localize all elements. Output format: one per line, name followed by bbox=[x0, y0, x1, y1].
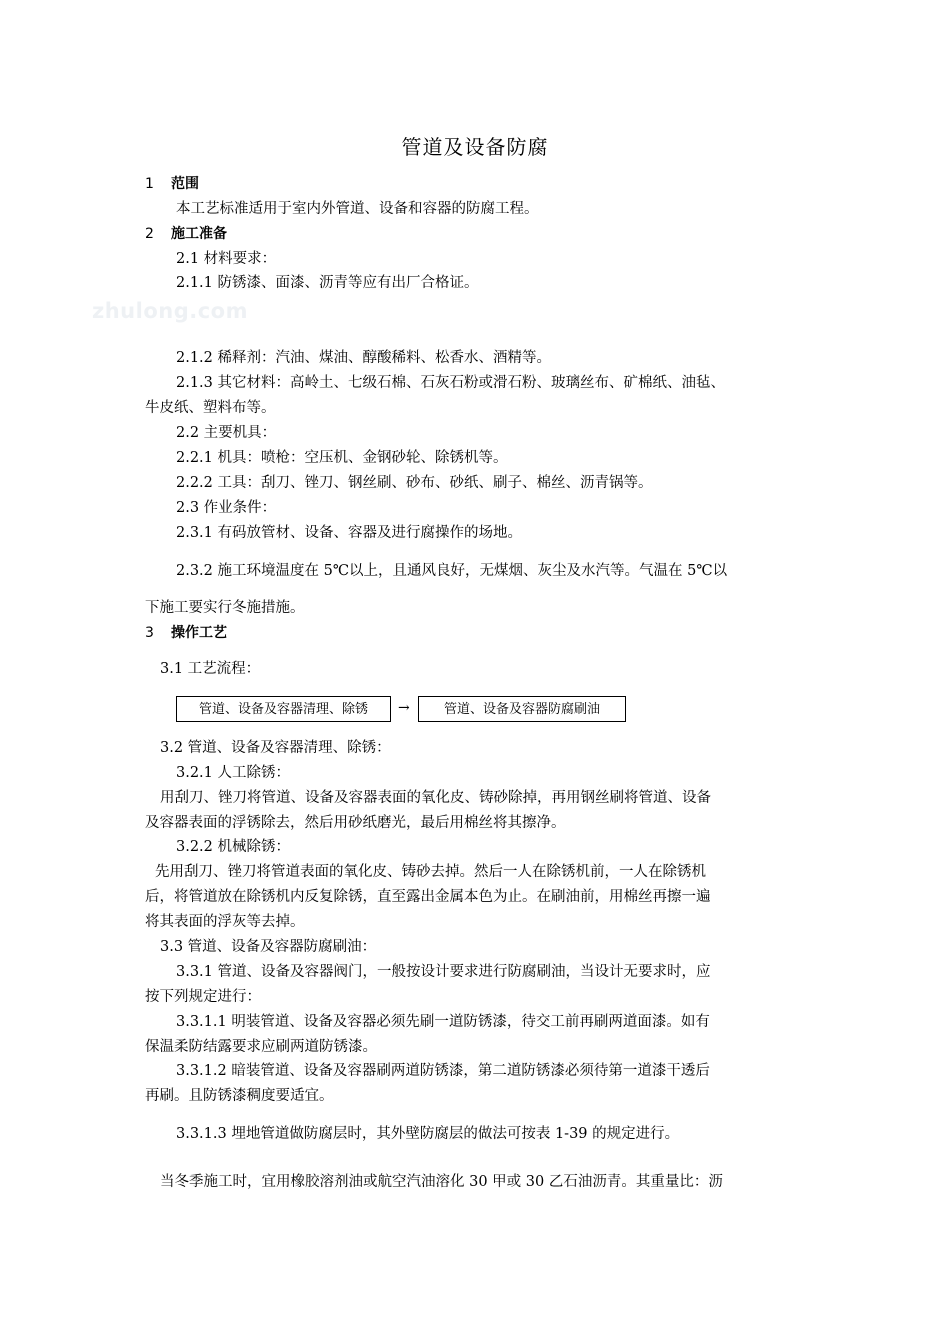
section-heading-1 bbox=[145, 174, 199, 194]
paragraph-line: 用刮刀、锉刀将管道、设备及容器表面的氧化皮、铸砂除掉，再用钢丝刷将管道、设备 bbox=[160, 790, 711, 806]
subsection-line: 2.2 主要机具： bbox=[176, 425, 277, 441]
section-number: 1 bbox=[145, 176, 154, 192]
flow-step-2: 管道、设备及容器防腐刷油 bbox=[418, 696, 626, 722]
section-heading-3 bbox=[145, 623, 227, 643]
flow-step-1: 管道、设备及容器清理、除锈 bbox=[176, 696, 391, 722]
page-title: 管道及设备防腐 bbox=[401, 135, 549, 159]
paragraph-line: 2.1.2 稀释剂：汽油、煤油、醇酸稀料、松香水、酒精等。 bbox=[176, 350, 552, 366]
subsection-line: 3.2 管道、设备及容器清理、除锈： bbox=[160, 740, 391, 756]
section-title: 施工准备 bbox=[171, 226, 227, 242]
paragraph-line: 2.2.1 机具：喷枪：空压机、金钢砂轮、除锈机等。 bbox=[176, 450, 508, 466]
paragraph-line: 后，将管道放在除锈机内反复除锈，直至露出金属本色为止。在刷油前，用棉丝再擦一遍 bbox=[145, 889, 711, 905]
section-title: 范围 bbox=[171, 176, 199, 192]
paragraph-line: 牛皮纸、塑料布等。 bbox=[145, 400, 276, 416]
subsection-line: 3.3 管道、设备及容器防腐刷油： bbox=[160, 939, 377, 955]
subsection-line: 2.3 作业条件： bbox=[176, 500, 277, 516]
paragraph-line: 下施工要实行冬施措施。 bbox=[145, 600, 305, 616]
subsection-line: 3.2.2 机械除锈： bbox=[176, 839, 291, 855]
section-heading-2 bbox=[145, 224, 227, 244]
paragraph-line: 2.2.2 工具：刮刀、锉刀、钢丝刷、砂布、砂纸、刷子、棉丝、沥青锅等。 bbox=[176, 475, 653, 491]
paragraph-line: 2.1.3 其它材料：高岭土、七级石棉、石灰石粉或滑石粉、玻璃丝布、矿棉纸、油毡、 bbox=[176, 375, 726, 391]
paragraph-line: 3.3.1.2 暗装管道、设备及容器刷两道防锈漆，第二道防锈漆必须待第一道漆干透后 bbox=[176, 1063, 710, 1079]
paragraph-line: 本工艺标准适用于室内外管道、设备和容器的防腐工程。 bbox=[176, 201, 539, 217]
subsection-line: 3.1 工艺流程： bbox=[160, 661, 261, 677]
paragraph-line: 将其表面的浮灰等去掉。 bbox=[145, 914, 305, 930]
subsection-line: 3.2.1 人工除锈： bbox=[176, 765, 291, 781]
section-number: 3 bbox=[145, 625, 154, 641]
paragraph-line: 及容器表面的浮锈除去，然后用砂纸磨光，最后用棉丝将其擦净。 bbox=[145, 815, 566, 831]
section-number: 2 bbox=[145, 226, 154, 242]
paragraph-line: 2.1.1 防锈漆、面漆、沥青等应有出厂合格证。 bbox=[176, 275, 479, 291]
paragraph-line: 按下列规定进行： bbox=[145, 989, 261, 1005]
section-title: 操作工艺 bbox=[171, 625, 227, 641]
paragraph-line: 3.3.1.3 埋地管道做防腐层时，其外壁防腐层的做法可按表 1-39 的规定进行。 bbox=[176, 1126, 680, 1142]
paragraph-line: 再刷。且防锈漆稠度要适宜。 bbox=[145, 1088, 334, 1104]
subsection-line: 2.1 材料要求： bbox=[176, 251, 277, 267]
paragraph-line: 2.3.2 施工环境温度在 5℃以上，且通风良好，无煤烟、灰尘及水汽等。气温在 5℃以 bbox=[176, 563, 728, 579]
paragraph-line: 保温柔防结露要求应刷两道防锈漆。 bbox=[145, 1039, 377, 1055]
paragraph-line: 3.3.1.1 明装管道、设备及容器必须先刷一道防锈漆，待交工前再刷两道面漆。如有 bbox=[176, 1014, 710, 1030]
flow-arrow-icon: → bbox=[398, 700, 410, 716]
watermark: zhulong.com bbox=[92, 299, 248, 323]
paragraph-line: 先用刮刀、锉刀将管道表面的氧化皮、铸砂去掉。然后一人在除锈机前，一人在除锈机 bbox=[155, 864, 706, 880]
paragraph-line: 3.3.1 管道、设备及容器阀门，一般按设计要求进行防腐刷油，当设计无要求时，应 bbox=[176, 964, 711, 980]
paragraph-line: 当冬季施工时，宜用橡胶溶剂油或航空汽油溶化 30 甲或 30 乙石油沥青。其重量比：沥 bbox=[160, 1174, 723, 1190]
paragraph-line: 2.3.1 有码放管材、设备、容器及进行腐操作的场地。 bbox=[176, 525, 523, 541]
